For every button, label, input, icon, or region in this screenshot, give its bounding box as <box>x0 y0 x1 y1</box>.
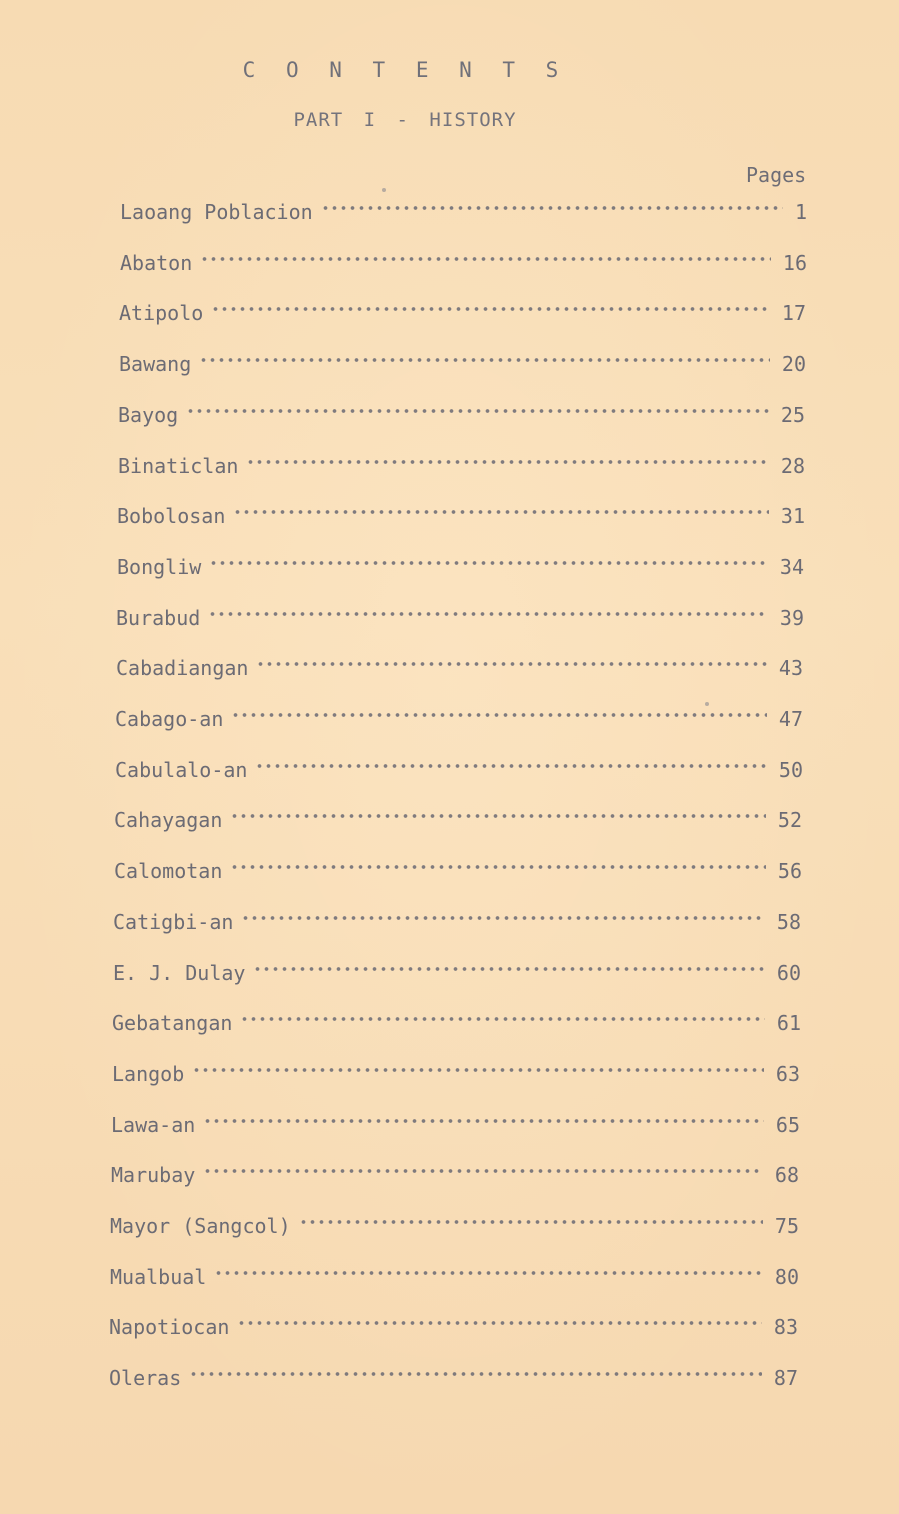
toc-entry <box>111 1105 800 1137</box>
toc-leader-dots <box>256 654 766 674</box>
toc-leader-dots <box>299 1212 763 1232</box>
toc-leader-dots <box>203 1111 764 1131</box>
toc-leader-dots <box>230 857 766 877</box>
toc-entry-page: 1 <box>794 200 807 224</box>
toc-entry <box>109 1358 798 1390</box>
toc-entry-page: 34 <box>779 555 804 579</box>
toc-entry-page: 20 <box>781 352 806 376</box>
toc-entry-name: Mualbual <box>110 1265 207 1289</box>
stray-mark <box>705 702 709 706</box>
toc-entry-page: 75 <box>774 1214 799 1238</box>
toc-entry <box>110 1206 799 1238</box>
toc-entry-page: 60 <box>776 961 801 985</box>
toc-entry <box>117 547 804 579</box>
toc-entry-page: 61 <box>776 1011 801 1035</box>
toc-entry-page: 80 <box>774 1265 799 1289</box>
toc-leader-dots <box>246 452 768 472</box>
toc-entry-name: Bawang <box>119 352 192 376</box>
toc-entry-page: 65 <box>775 1113 800 1137</box>
toc-entry-name: Cahayagan <box>114 808 223 832</box>
toc-entry <box>118 446 805 478</box>
toc-leader-dots <box>237 1313 761 1333</box>
toc-entry-name: Atipolo <box>119 301 204 325</box>
toc-leader-dots <box>253 959 764 979</box>
toc-entry-page: 63 <box>775 1062 800 1086</box>
toc-entry <box>118 395 805 427</box>
pages-column-label: Pages <box>746 163 807 187</box>
toc-entry <box>114 800 802 832</box>
toc-entry-page: 83 <box>773 1315 798 1339</box>
toc-entry <box>120 192 807 224</box>
toc-entry-name: Binaticlan <box>118 454 239 478</box>
toc-entry <box>116 648 803 680</box>
toc-entry-name: Bongliw <box>117 555 202 579</box>
toc-entry-page: 87 <box>773 1366 798 1390</box>
toc-leader-dots <box>199 350 770 370</box>
toc-entry-name: Bobolosan <box>117 504 226 528</box>
toc-entry-page: 39 <box>779 606 804 630</box>
toc-entry <box>119 293 806 325</box>
toc-entry-name: Mayor (Sangcol) <box>110 1214 291 1238</box>
toc-leader-dots <box>230 806 766 826</box>
toc-entry-name: Lawa-an <box>111 1113 196 1137</box>
toc-entry <box>115 750 803 782</box>
toc-entry-name: Napotiocan <box>109 1315 230 1339</box>
toc-entry <box>112 1003 801 1035</box>
toc-entry <box>117 496 805 528</box>
toc-leader-dots <box>211 299 770 319</box>
toc-entry-page: 47 <box>778 707 803 731</box>
toc-entry <box>120 243 807 275</box>
toc-entry <box>111 1155 799 1187</box>
toc-entry-name: Cabago-an <box>115 707 224 731</box>
toc-leader-dots <box>255 756 766 776</box>
toc-entry-name: Bayog <box>118 403 179 427</box>
toc-entry-page: 50 <box>778 758 803 782</box>
toc-entry <box>114 851 802 883</box>
toc-entry <box>113 953 801 985</box>
toc-leader-dots <box>192 1060 764 1080</box>
toc-entry-name: Langob <box>112 1062 185 1086</box>
toc-entry <box>115 699 803 731</box>
toc-entry-name: Oleras <box>109 1366 182 1390</box>
toc-entry <box>112 1054 800 1086</box>
toc-leader-dots <box>321 198 783 218</box>
page-title: C O N T E N T S <box>242 58 568 82</box>
part-title: PART I - HISTORY <box>293 109 517 131</box>
toc-entry <box>109 1307 798 1339</box>
toc-leader-dots <box>231 705 767 725</box>
toc-entry-page: 58 <box>776 910 801 934</box>
toc-entry-name: Calomotan <box>114 859 223 883</box>
toc-entry-name: Gebatangan <box>112 1011 233 1035</box>
toc-entry-page: 25 <box>780 403 805 427</box>
toc-leader-dots <box>241 908 764 928</box>
toc-entry-name: E. J. Dulay <box>113 961 246 985</box>
toc-entry-page: 56 <box>777 859 802 883</box>
toc-entry-page: 31 <box>780 504 805 528</box>
toc-leader-dots <box>203 1161 763 1181</box>
toc-entry-name: Burabud <box>116 606 201 630</box>
toc-entry <box>110 1257 799 1289</box>
toc-leader-dots <box>208 604 768 624</box>
toc-entry-page: 43 <box>778 656 803 680</box>
toc-entry-page: 52 <box>777 808 802 832</box>
toc-entry-name: Laoang Poblacion <box>120 200 313 224</box>
toc-leader-dots <box>209 553 768 573</box>
toc-entry <box>119 344 806 376</box>
toc-entry-page: 68 <box>774 1163 799 1187</box>
toc-entry <box>116 598 804 630</box>
toc-leader-dots <box>233 502 769 522</box>
toc-entry-name: Cabulalo-an <box>115 758 248 782</box>
toc-entry-page: 16 <box>782 251 807 275</box>
toc-leader-dots <box>240 1009 764 1029</box>
toc-entry-name: Catigbi-an <box>113 910 234 934</box>
toc-entry-name: Abaton <box>120 251 193 275</box>
toc-entry-page: 28 <box>780 454 805 478</box>
toc-entry-name: Cabadiangan <box>116 656 249 680</box>
toc-leader-dots <box>214 1263 763 1283</box>
stray-mark <box>382 188 386 192</box>
toc-leader-dots <box>189 1364 762 1384</box>
toc-entry <box>113 902 801 934</box>
toc-leader-dots <box>200 249 771 269</box>
toc-entry-page: 17 <box>781 301 806 325</box>
toc-leader-dots <box>186 401 769 421</box>
toc-entry-name: Marubay <box>111 1163 196 1187</box>
